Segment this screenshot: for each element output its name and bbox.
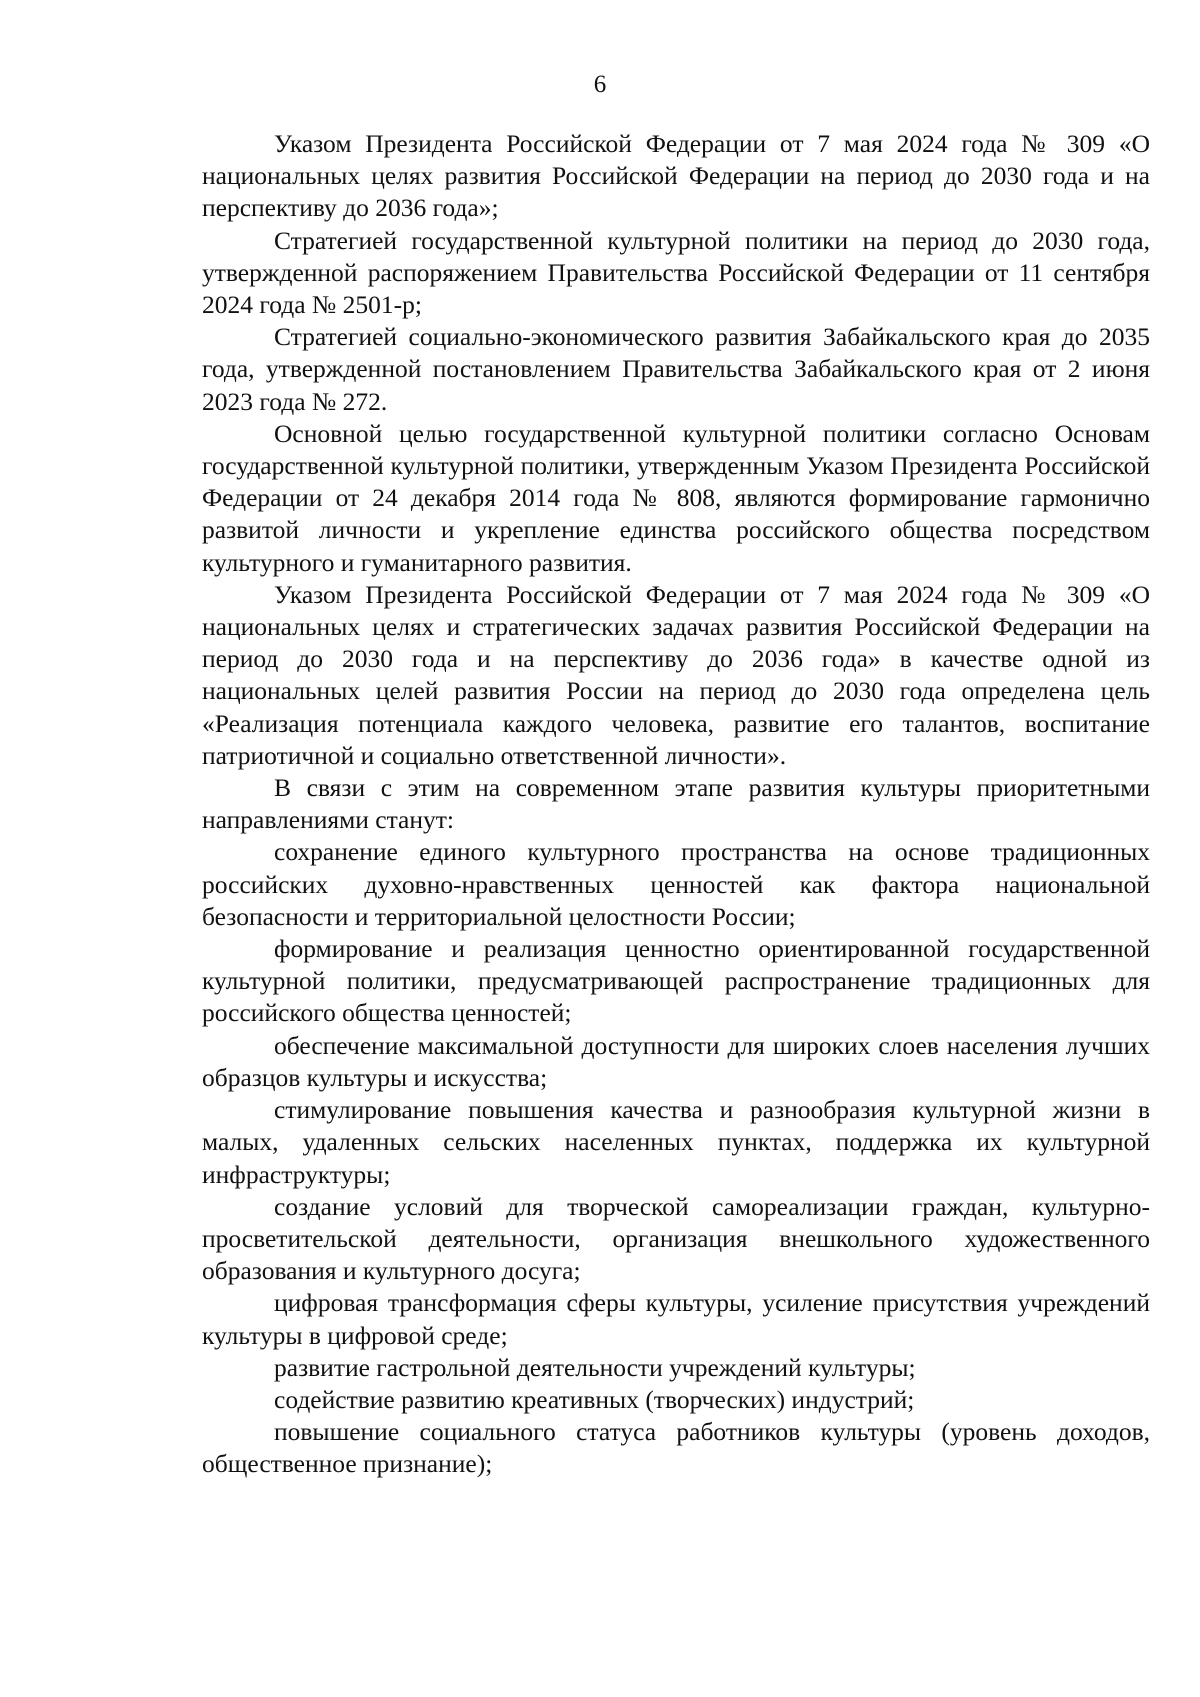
list-item: сохранение единого культурного пространства на основе традиционных российских духовно-нравственных ценностей как фактора национальной безопасности и территориальной целостности России;	[202, 837, 1150, 931]
list-item: формирование и реализация ценностно ориентированной государственной культурной политики, предусматривающей распространение традиционных для российского общества ценностей;	[202, 934, 1150, 1028]
paragraph-decree-2024: Указом Президента Российской Федерации от 7 мая 2024 года № 309 «О национальных целях развития Российской Федерации на период до 2030 года и на перспективу до 2036 года»;	[202, 129, 1150, 223]
paragraph-priorities-intro: В связи с этим на современном этапе развития культуры приоритетными направлениями станут:	[202, 773, 1150, 835]
paragraph-regional-strategy: Стратегией социально-экономического развития Забайкальского края до 2035 года, утвержденной постановлением Правительства Забайкальского края от 2 июня 2023 года № 272.	[202, 322, 1150, 416]
list-item: развитие гастрольной деятельности учреждений культуры;	[274, 1352, 916, 1382]
paragraph-main-goal: Основной целью государственной культурной политики согласно Основам государственной культурной политики, утвержденным Указом Президента Российской Федерации от 24 декабря 2014 года № 808, являются формирование гармонично развитой личности и укрепление единства российского общества посредством культурного и гуманитарного развития.	[202, 418, 1150, 577]
list-item: цифровая трансформация сферы культуры, усиление присутствия учреждений культуры в цифровой среде;	[202, 1288, 1150, 1350]
list-item: обеспечение максимальной доступности для широких слоев населения лучших образцов культуры и искусства;	[202, 1030, 1150, 1092]
paragraph-national-goals: Указом Президента Российской Федерации от 7 мая 2024 года № 309 «О национальных целях и стратегических задачах развития Российской Федерации на период до 2030 года и на перспективу до 2036 года» в качестве одной из национальных целей развития России на период до 2030 года определена цель «Реализация потенциала каждого человека, развитие его талантов, воспитание патриотичной и социально ответственной личности».	[202, 579, 1150, 770]
list-item: создание условий для творческой самореализации граждан, культурно-просветительской деятельности, организация внешкольного художественного образования и культурного досуга;	[202, 1191, 1150, 1286]
list-item: повышение социального статуса работников культуры (уровень доходов, общественное признание);	[202, 1417, 1150, 1479]
document-body	[202, 128, 1150, 1481]
page-number: 6	[593, 71, 607, 98]
paragraph-cultural-strategy: Стратегией государственной культурной политики на период до 2030 года, утвержденной распоряжением Правительства Российской Федерации от 11 сентября 2024 года № 2501-р;	[202, 225, 1150, 320]
list-item: содействие развитию креативных (творческих) индустрий;	[274, 1384, 915, 1414]
list-item: стимулирование повышения качества и разнообразия культурной жизни в малых, удаленных сельских населенных пунктах, поддержка их культурной инфраструктуры;	[202, 1095, 1150, 1189]
